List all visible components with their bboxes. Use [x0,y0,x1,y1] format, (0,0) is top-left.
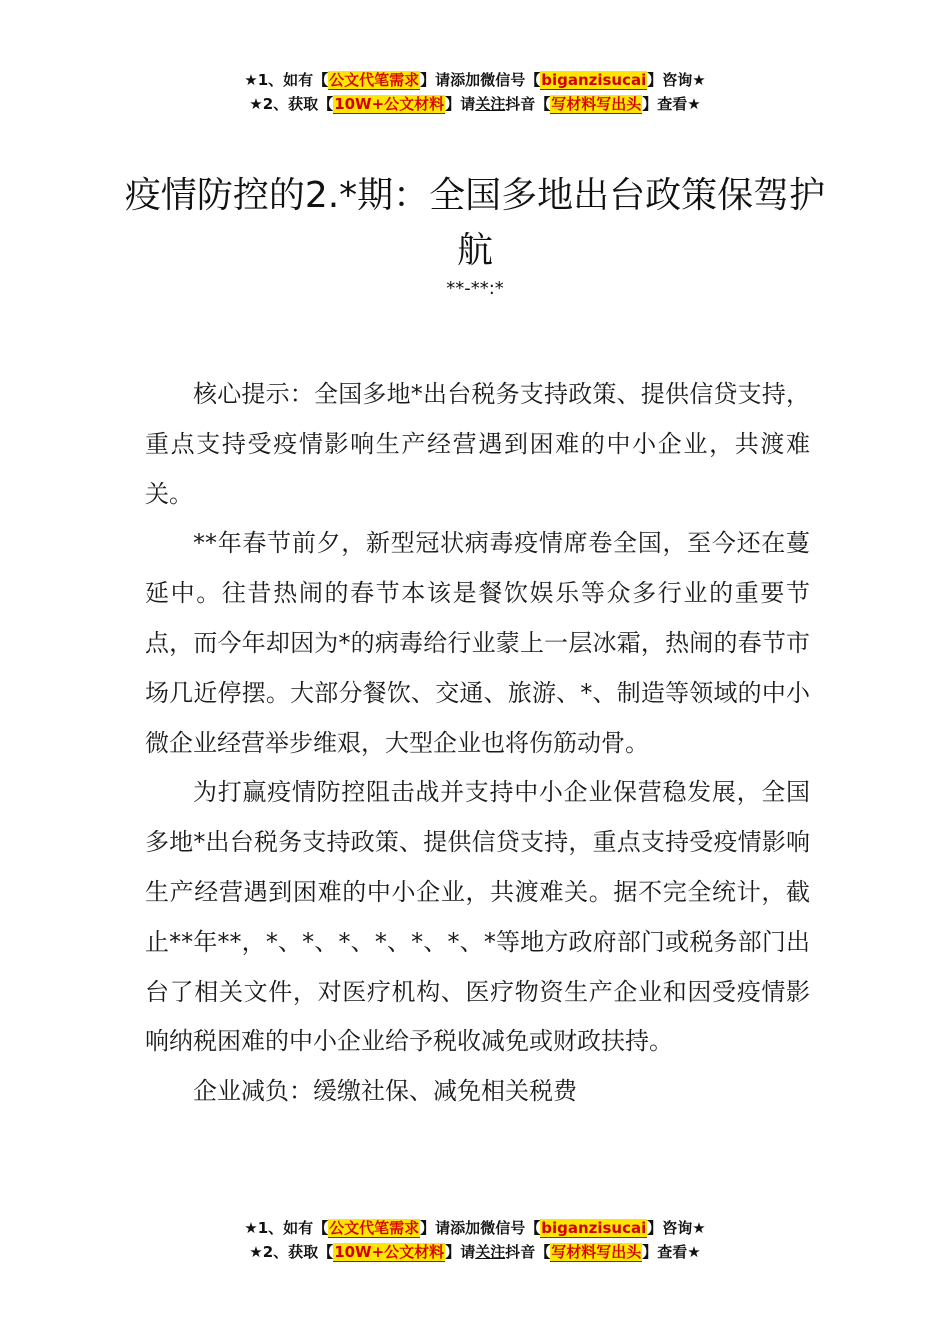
highlight-ghostwriting: 公文代笔需求 [329,71,420,89]
section-heading: 企业减负：缓缴社保、减免相关税费 [193,1077,577,1106]
document-date: **-**:* [446,278,504,299]
highlight-douyin: 写材料写出头 [551,1243,642,1261]
banner-line-1 [0,68,950,92]
banner-text: 】咨询★ [647,71,706,89]
banner-text: 微信号【 [480,1219,541,1237]
document-body [145,370,810,1117]
banner-line-2 [0,92,950,116]
banner-text: ★2、获取【 [249,1243,334,1261]
paragraph: 为打赢疫情防控阻击战并支持中小企业保营稳发展，全国多地*出台税务支持政策、提供信贷支持，重点支持受疫情影响生产经营遇到困难的中小企业，共渡难关。据不完全统计，截止**年**，*、*、*、*、*、*、*等地方政府部门或税务部门出台了相关文件，对医疗机构、医疗物资生产企业和因受疫情影响纳税困难的中小企业给予税收减免或财政扶持。 [145,778,810,1056]
paragraph: 核心提示：全国多地*出台税务支持政策、提供信贷支持，重点支持受疫情影响生产经营遇到困难的中小企业，共渡难关。 [145,380,810,508]
banner-text: ★2、获取【 [249,95,334,113]
banner-text: 】请 [445,95,476,113]
banner-text: 抖音【 [505,95,551,113]
banner-line-2 [0,1240,950,1264]
banner-text: 抖音【 [505,1243,551,1261]
highlight-wechat-id: biganzisucai [541,1219,647,1237]
banner-text: 】查看★ [642,1243,701,1261]
highlight-ghostwriting: 公文代笔需求 [329,1219,420,1237]
banner-text: 】请添加 [420,1219,481,1237]
banner-underlined-text: 关注 [475,1243,506,1261]
banner-text: ★1、如有【 [244,71,329,89]
banner-text: ★1、如有【 [244,1219,329,1237]
banner-line-1 [0,1216,950,1240]
document-title: 疫情防控的2.*期：全国多地出台政策保驾护航 [124,175,826,271]
highlight-materials: 10W+公文材料 [334,95,445,113]
footer-banner [0,1216,950,1264]
banner-underlined-text: 关注 [475,95,506,113]
banner-text: 】请 [445,1243,476,1261]
banner-text: 】请添加 [420,71,481,89]
banner-text: 】咨询★ [647,1219,706,1237]
banner-text: 】查看★ [642,95,701,113]
header-banner [0,68,950,116]
highlight-douyin: 写材料写出头 [551,95,642,113]
paragraph: **年春节前夕，新型冠状病毒疫情席卷全国，至今还在蔓延中。往昔热闹的春节本该是餐饮娱乐等众多行业的重要节点，而今年却因为*的病毒给行业蒙上一层冰霜，热闹的春节市场几近停摆。大部分餐饮、交通、旅游、*、制造等领域的中小微企业经营举步维艰，大型企业也将伤筋动骨。 [145,529,810,757]
banner-text: 微信号【 [480,71,541,89]
highlight-wechat-id: biganzisucai [541,71,647,89]
highlight-materials: 10W+公文材料 [334,1243,445,1261]
